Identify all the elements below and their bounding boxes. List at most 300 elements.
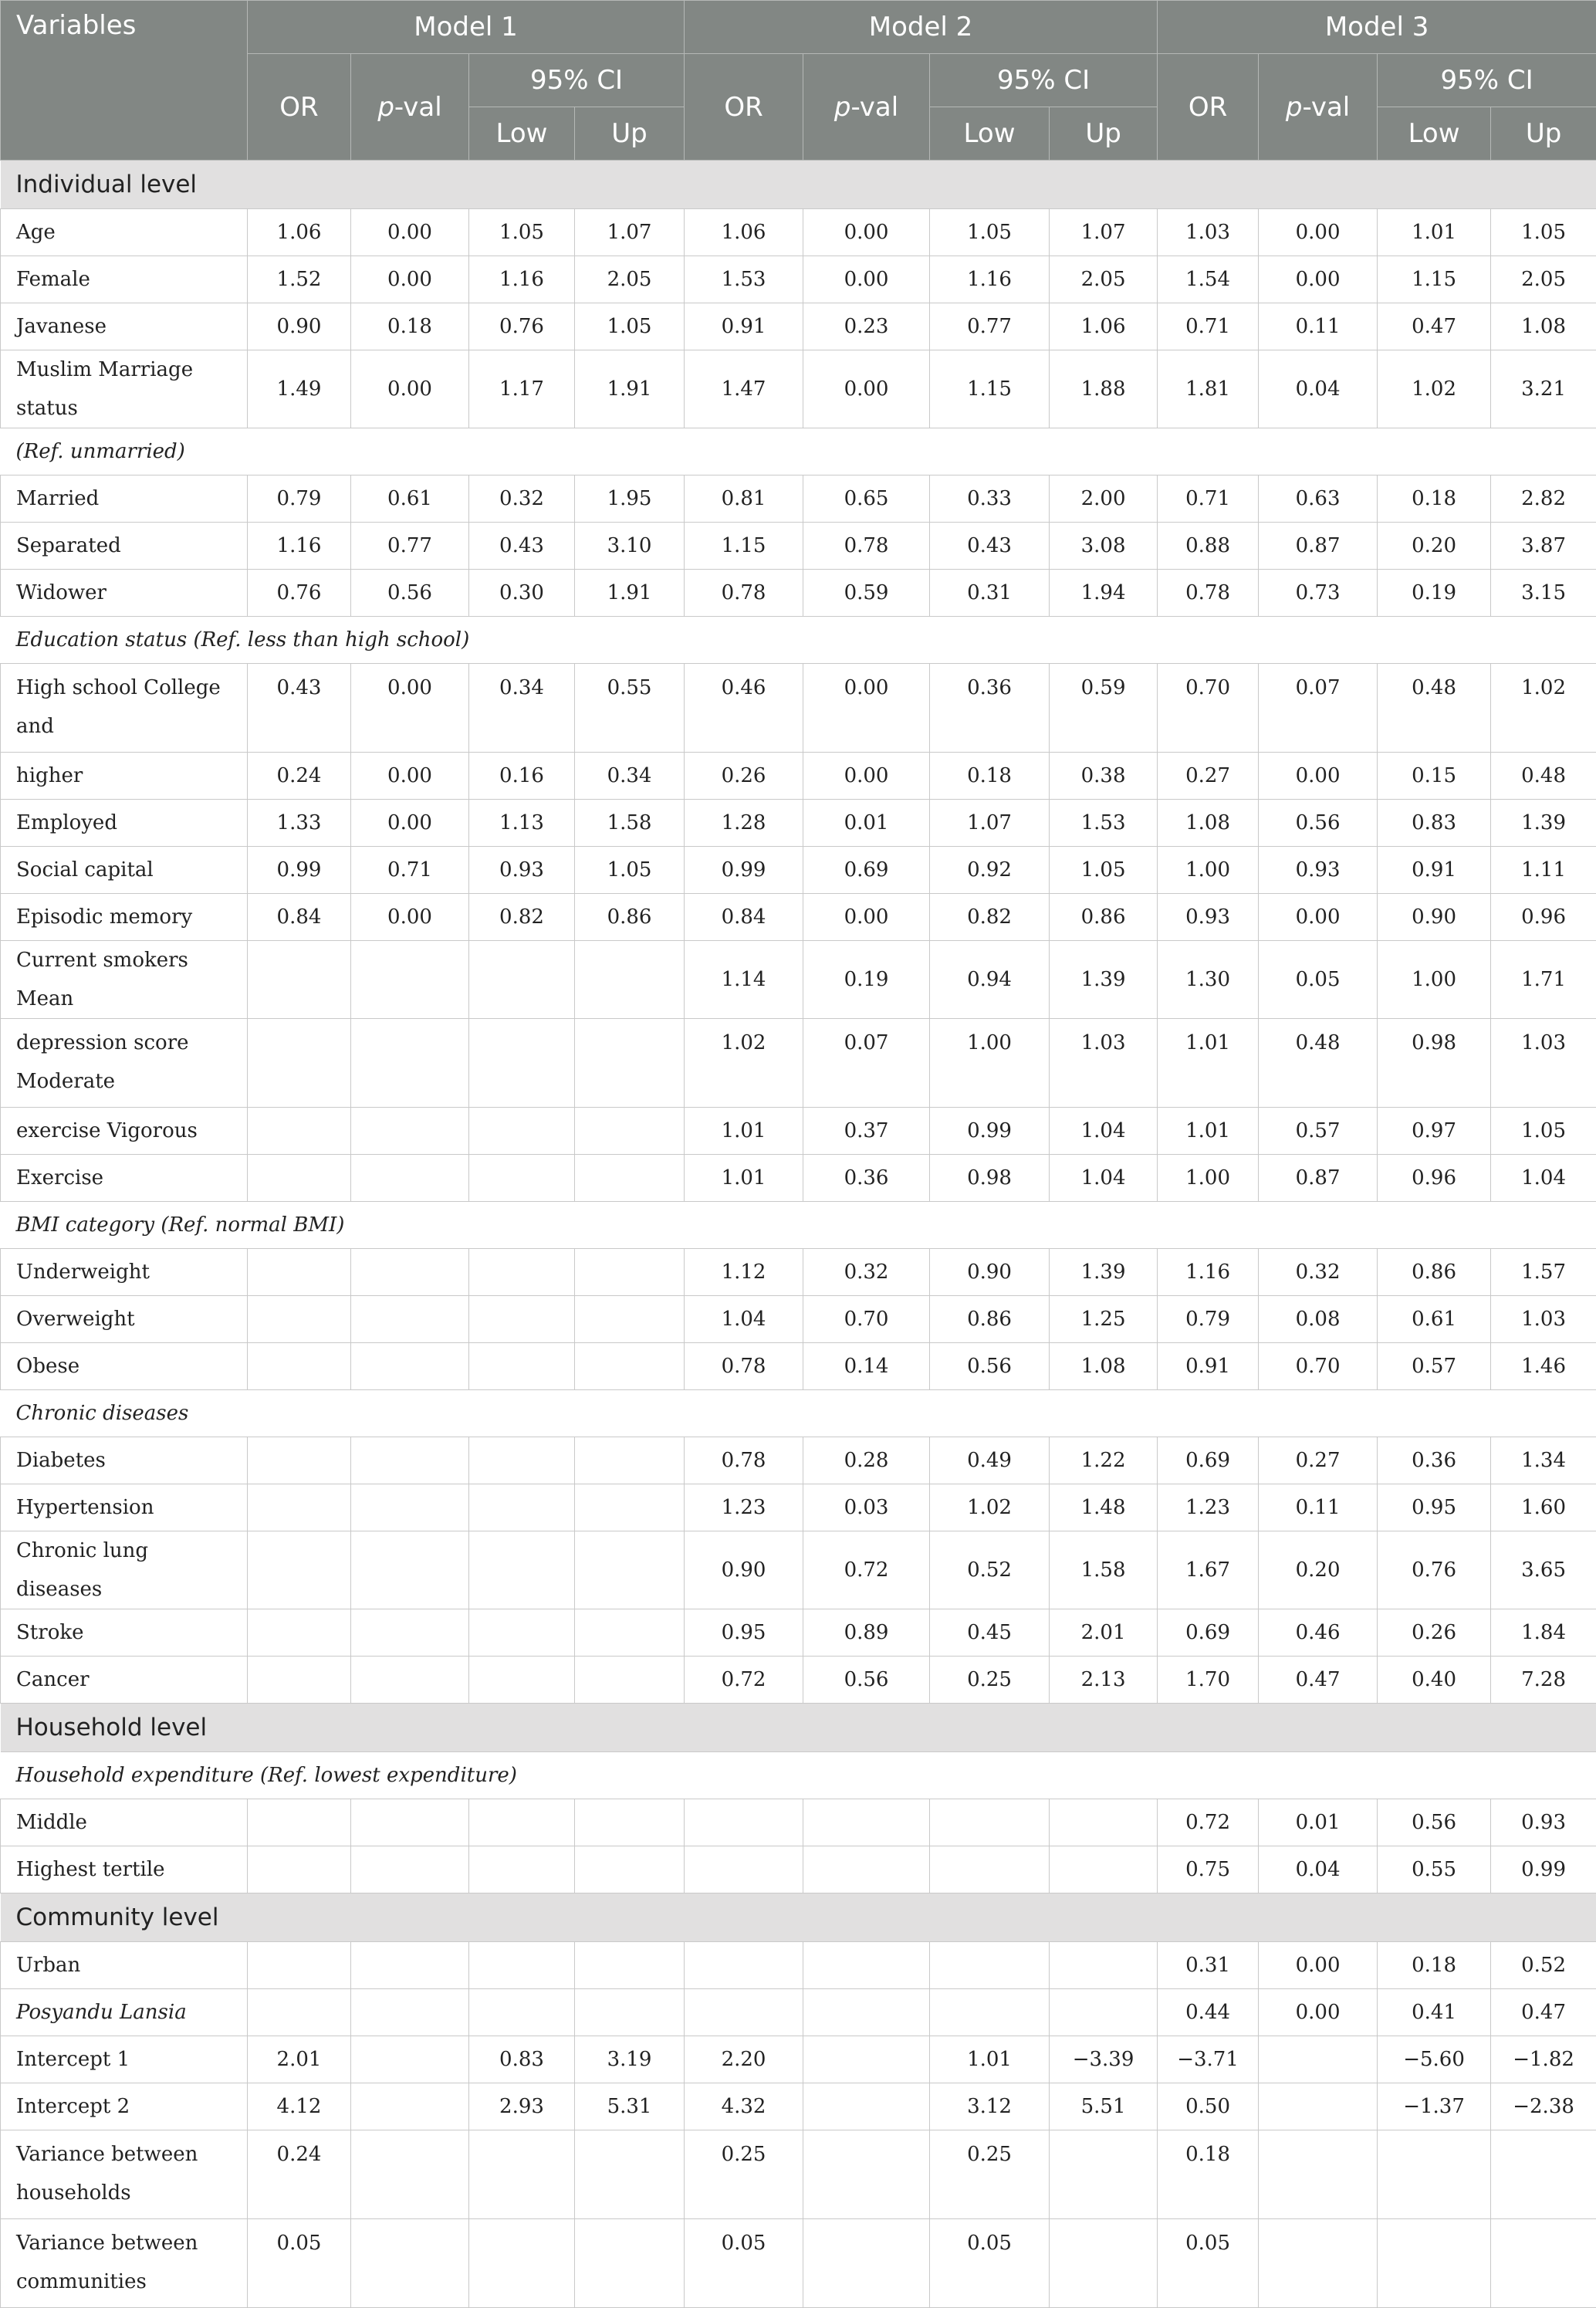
table-cell: 0.90 xyxy=(685,1531,803,1609)
table-cell: 0.69 xyxy=(1158,1437,1259,1484)
table-cell: 0.05 xyxy=(1158,2219,1259,2308)
table-cell: 0.48 xyxy=(1378,664,1491,753)
table-cell xyxy=(351,2130,469,2219)
table-cell: 2.05 xyxy=(575,256,685,303)
table-cell: 0.48 xyxy=(1491,753,1596,800)
table-cell: 1.22 xyxy=(1050,1437,1158,1484)
table-cell xyxy=(575,1108,685,1155)
table-cell: 2.82 xyxy=(1491,475,1596,523)
table-cell: 1.58 xyxy=(1050,1531,1158,1609)
row-label: Stroke xyxy=(1,1609,248,1657)
table-cell: 0.47 xyxy=(1491,1989,1596,2036)
table-cell: 0.00 xyxy=(1259,894,1378,941)
table-cell: 1.01 xyxy=(685,1155,803,1202)
table-cell: 0.91 xyxy=(1158,1343,1259,1390)
table-cell: 2.05 xyxy=(1050,256,1158,303)
table-cell xyxy=(1259,2219,1378,2308)
table-cell: 0.25 xyxy=(685,2130,803,2219)
table-row xyxy=(1,1019,1596,1108)
table-cell xyxy=(575,2219,685,2308)
table-cell: 1.04 xyxy=(685,1296,803,1343)
table-row xyxy=(1,209,1596,256)
table-cell: 1.15 xyxy=(930,350,1050,428)
row-label: Intercept 2 xyxy=(1,2083,248,2130)
table-cell: 0.71 xyxy=(1158,303,1259,350)
table-cell xyxy=(248,1799,351,1846)
table-cell: 0.00 xyxy=(1259,209,1378,256)
table-cell: 1.05 xyxy=(930,209,1050,256)
table-cell: 3.19 xyxy=(575,2036,685,2083)
table-cell: 0.19 xyxy=(1378,570,1491,617)
table-cell: 0.78 xyxy=(1158,570,1259,617)
table-cell: 1.08 xyxy=(1050,1343,1158,1390)
table-cell: 0.91 xyxy=(1378,847,1491,894)
table-cell: 0.72 xyxy=(803,1531,930,1609)
table-cell xyxy=(1050,1799,1158,1846)
model-1-header: Model 1 xyxy=(248,1,685,54)
table-cell: 1.13 xyxy=(469,800,575,847)
table-cell: 2.01 xyxy=(1050,1609,1158,1657)
table-cell: 0.34 xyxy=(575,753,685,800)
table-cell xyxy=(575,1249,685,1296)
table-cell: −3.39 xyxy=(1050,2036,1158,2083)
table-cell: 1.02 xyxy=(1378,350,1491,428)
table-cell: 0.18 xyxy=(1158,2130,1259,2219)
table-cell: 0.78 xyxy=(803,523,930,570)
table-row xyxy=(1,1989,1596,2036)
table-cell: 0.93 xyxy=(469,847,575,894)
table-cell: −5.60 xyxy=(1378,2036,1491,2083)
table-cell: 2.93 xyxy=(469,2083,575,2130)
ci-header: 95% CI xyxy=(1378,54,1596,107)
model-3-header: Model 3 xyxy=(1158,1,1596,54)
table-cell: 0.72 xyxy=(685,1657,803,1704)
table-cell: −3.71 xyxy=(1158,2036,1259,2083)
row-label: Overweight xyxy=(1,1296,248,1343)
table-cell: 5.31 xyxy=(575,2083,685,2130)
table-cell: 0.56 xyxy=(351,570,469,617)
table-cell: 0.18 xyxy=(1378,1942,1491,1989)
table-cell xyxy=(1050,2219,1158,2308)
table-cell xyxy=(575,1942,685,1989)
table-cell xyxy=(469,1437,575,1484)
table-cell xyxy=(1259,2130,1378,2219)
table-cell: 0.01 xyxy=(803,800,930,847)
row-label: Social capital xyxy=(1,847,248,894)
table-cell: 0.57 xyxy=(1259,1108,1378,1155)
table-cell: 0.86 xyxy=(930,1296,1050,1343)
table-cell: 0.05 xyxy=(1259,941,1378,1019)
table-cell xyxy=(803,2130,930,2219)
table-cell: 0.46 xyxy=(685,664,803,753)
table-cell: 0.18 xyxy=(1378,475,1491,523)
table-cell: 0.79 xyxy=(248,475,351,523)
table-cell: 0.76 xyxy=(1378,1531,1491,1609)
table-cell: 0.00 xyxy=(803,209,930,256)
table-cell: 1.53 xyxy=(685,256,803,303)
table-cell: 1.17 xyxy=(469,350,575,428)
table-cell: 1.54 xyxy=(1158,256,1259,303)
table-cell: 7.28 xyxy=(1491,1657,1596,1704)
table-cell: 0.55 xyxy=(575,664,685,753)
table-cell: 0.20 xyxy=(1259,1531,1378,1609)
or-header: OR xyxy=(685,54,803,161)
table-cell: 0.70 xyxy=(803,1296,930,1343)
row-label: Exercise xyxy=(1,1155,248,1202)
table-cell xyxy=(575,1296,685,1343)
table-cell xyxy=(248,1437,351,1484)
table-cell: 1.39 xyxy=(1050,1249,1158,1296)
variables-header: Variables xyxy=(1,1,248,161)
table-cell xyxy=(469,1799,575,1846)
table-cell: 0.01 xyxy=(1259,1799,1378,1846)
table-cell: 1.39 xyxy=(1050,941,1158,1019)
table-cell: 0.70 xyxy=(1158,664,1259,753)
table-cell: 0.96 xyxy=(1378,1155,1491,1202)
table-cell: 3.21 xyxy=(1491,350,1596,428)
ci-up-header: Up xyxy=(575,107,685,161)
table-cell: 0.36 xyxy=(803,1155,930,1202)
table-cell xyxy=(248,1343,351,1390)
table-cell: 0.56 xyxy=(930,1343,1050,1390)
table-cell xyxy=(575,1343,685,1390)
row-label: Separated xyxy=(1,523,248,570)
table-cell xyxy=(1259,2036,1378,2083)
table-cell: −2.38 xyxy=(1491,2083,1596,2130)
table-cell: 0.49 xyxy=(930,1437,1050,1484)
table-cell: 0.00 xyxy=(803,350,930,428)
table-row xyxy=(1,1343,1596,1390)
table-cell: 1.02 xyxy=(930,1484,1050,1531)
table-cell: 0.56 xyxy=(803,1657,930,1704)
table-cell: 0.96 xyxy=(1491,894,1596,941)
table-cell: 1.16 xyxy=(930,256,1050,303)
table-cell xyxy=(575,1989,685,2036)
row-label: Widower xyxy=(1,570,248,617)
table-cell: 0.04 xyxy=(1259,350,1378,428)
table-cell xyxy=(469,1484,575,1531)
table-row xyxy=(1,664,1596,753)
table-cell xyxy=(248,1942,351,1989)
table-cell: 0.77 xyxy=(351,523,469,570)
subheading-label: Education status (Ref. less than high school) xyxy=(1,617,1596,664)
ci-low-header: Low xyxy=(930,107,1050,161)
table-cell: 0.00 xyxy=(803,256,930,303)
table-cell: 2.01 xyxy=(248,2036,351,2083)
table-cell: 1.49 xyxy=(248,350,351,428)
table-cell: 1.60 xyxy=(1491,1484,1596,1531)
table-cell xyxy=(575,1846,685,1893)
table-cell xyxy=(1491,2130,1596,2219)
table-cell: 0.15 xyxy=(1378,753,1491,800)
table-cell: 0.71 xyxy=(1158,475,1259,523)
table-cell: 0.05 xyxy=(685,2219,803,2308)
subheading-row xyxy=(1,428,1596,475)
table-cell: 1.03 xyxy=(1050,1019,1158,1108)
table-cell: 3.08 xyxy=(1050,523,1158,570)
table-cell: 0.86 xyxy=(575,894,685,941)
row-label: Urban xyxy=(1,1942,248,1989)
table-cell: 0.69 xyxy=(803,847,930,894)
table-cell: 1.47 xyxy=(685,350,803,428)
table-cell: 1.94 xyxy=(1050,570,1158,617)
table-cell: 0.28 xyxy=(803,1437,930,1484)
table-cell: 0.76 xyxy=(248,570,351,617)
table-cell: 0.07 xyxy=(803,1019,930,1108)
table-cell: 2.05 xyxy=(1491,256,1596,303)
table-cell: 0.43 xyxy=(469,523,575,570)
table-row xyxy=(1,2219,1596,2308)
table-cell: 1.03 xyxy=(1491,1296,1596,1343)
table-cell: 1.05 xyxy=(575,847,685,894)
table-cell: 0.73 xyxy=(1259,570,1378,617)
table-cell xyxy=(248,1296,351,1343)
table-cell: 0.11 xyxy=(1259,303,1378,350)
table-cell: 0.77 xyxy=(930,303,1050,350)
table-cell: 0.98 xyxy=(1378,1019,1491,1108)
table-row xyxy=(1,350,1596,428)
table-cell: 0.99 xyxy=(930,1108,1050,1155)
table-cell: 0.87 xyxy=(1259,1155,1378,1202)
table-cell: 1.16 xyxy=(469,256,575,303)
table-cell: 2.00 xyxy=(1050,475,1158,523)
table-cell: 0.86 xyxy=(1378,1249,1491,1296)
table-cell: 0.44 xyxy=(1158,1989,1259,2036)
table-cell: 0.57 xyxy=(1378,1343,1491,1390)
table-cell: 0.59 xyxy=(803,570,930,617)
table-cell xyxy=(575,941,685,1019)
table-cell: 1.05 xyxy=(1491,1108,1596,1155)
table-cell: 0.55 xyxy=(1378,1846,1491,1893)
table-cell xyxy=(469,1155,575,1202)
table-cell: 0.52 xyxy=(930,1531,1050,1609)
table-cell xyxy=(248,1249,351,1296)
table-cell: 0.47 xyxy=(1378,303,1491,350)
table-cell: 1.91 xyxy=(575,350,685,428)
table-cell xyxy=(803,1989,930,2036)
table-cell xyxy=(1050,1846,1158,1893)
table-cell: 0.72 xyxy=(1158,1799,1259,1846)
table-cell: 0.69 xyxy=(1158,1609,1259,1657)
ci-header: 95% CI xyxy=(930,54,1158,107)
table-row xyxy=(1,1249,1596,1296)
table-cell: 0.45 xyxy=(930,1609,1050,1657)
table-cell: 0.00 xyxy=(351,256,469,303)
table-cell xyxy=(575,1657,685,1704)
table-cell: 0.00 xyxy=(351,209,469,256)
row-label: Cancer xyxy=(1,1657,248,1704)
table-row xyxy=(1,1846,1596,1893)
table-cell xyxy=(575,1609,685,1657)
table-cell: 0.00 xyxy=(351,800,469,847)
table-cell: 0.38 xyxy=(1050,753,1158,800)
table-cell: 0.14 xyxy=(803,1343,930,1390)
pval-header: p-val xyxy=(351,54,469,161)
table-cell: 0.81 xyxy=(685,475,803,523)
table-cell: 1.48 xyxy=(1050,1484,1158,1531)
row-label: Married xyxy=(1,475,248,523)
table-cell: 0.00 xyxy=(1259,1989,1378,2036)
table-cell xyxy=(469,1657,575,1704)
table-cell: 0.76 xyxy=(469,303,575,350)
table-cell: 3.12 xyxy=(930,2083,1050,2130)
table-cell: 0.92 xyxy=(930,847,1050,894)
table-cell: 1.00 xyxy=(1158,847,1259,894)
table-cell xyxy=(248,941,351,1019)
table-cell: 1.23 xyxy=(1158,1484,1259,1531)
table-cell: 0.00 xyxy=(803,664,930,753)
table-cell xyxy=(351,1019,469,1108)
table-cell xyxy=(575,1437,685,1484)
table-cell xyxy=(930,1846,1050,1893)
table-cell: 1.07 xyxy=(930,800,1050,847)
table-cell: 1.01 xyxy=(1158,1019,1259,1108)
row-label: depression score Moderate xyxy=(1,1019,248,1108)
table-cell xyxy=(351,1846,469,1893)
table-cell: 1.95 xyxy=(575,475,685,523)
table-cell: 1.34 xyxy=(1491,1437,1596,1484)
table-cell: 0.00 xyxy=(351,664,469,753)
table-cell: 0.00 xyxy=(803,753,930,800)
table-cell xyxy=(351,1484,469,1531)
table-cell xyxy=(575,1155,685,1202)
row-label: exercise Vigorous xyxy=(1,1108,248,1155)
table-cell: 1.04 xyxy=(1050,1155,1158,1202)
table-cell: 0.93 xyxy=(1491,1799,1596,1846)
table-cell: 0.87 xyxy=(1259,523,1378,570)
ci-low-header: Low xyxy=(469,107,575,161)
table-cell: 1.46 xyxy=(1491,1343,1596,1390)
row-label: Employed xyxy=(1,800,248,847)
table-row xyxy=(1,1296,1596,1343)
table-cell xyxy=(1491,2219,1596,2308)
table-cell: 1.15 xyxy=(685,523,803,570)
table-cell: 0.00 xyxy=(803,894,930,941)
table-cell xyxy=(469,1343,575,1390)
table-cell: 1.57 xyxy=(1491,1249,1596,1296)
table-cell xyxy=(351,1249,469,1296)
table-cell: 1.88 xyxy=(1050,350,1158,428)
table-cell xyxy=(351,941,469,1019)
table-cell: 0.00 xyxy=(351,350,469,428)
table-cell xyxy=(469,1019,575,1108)
table-cell xyxy=(351,1437,469,1484)
table-cell xyxy=(930,1942,1050,1989)
table-cell xyxy=(351,1989,469,2036)
table-cell: 0.03 xyxy=(803,1484,930,1531)
table-cell: 0.93 xyxy=(1158,894,1259,941)
table-cell: 0.79 xyxy=(1158,1296,1259,1343)
pval-header: p-val xyxy=(1259,54,1378,161)
table-cell: 1.16 xyxy=(248,523,351,570)
row-label: higher xyxy=(1,753,248,800)
table-cell: 0.25 xyxy=(930,1657,1050,1704)
table-cell: 1.15 xyxy=(1378,256,1491,303)
row-label: Chronic lung diseases xyxy=(1,1531,248,1609)
table-cell: 1.39 xyxy=(1491,800,1596,847)
table-cell xyxy=(469,1531,575,1609)
table-cell xyxy=(248,1609,351,1657)
table-cell: 0.78 xyxy=(685,1343,803,1390)
table-row xyxy=(1,941,1596,1019)
pval-header: p-val xyxy=(803,54,930,161)
table-cell: 1.16 xyxy=(1158,1249,1259,1296)
table-cell: 0.82 xyxy=(469,894,575,941)
subheading-label: Household expenditure (Ref. lowest expenditure) xyxy=(1,1752,1596,1799)
table-cell: 0.08 xyxy=(1259,1296,1378,1343)
table-cell: 1.58 xyxy=(575,800,685,847)
table-cell: 0.11 xyxy=(1259,1484,1378,1531)
table-cell: 0.84 xyxy=(248,894,351,941)
row-label: Middle xyxy=(1,1799,248,1846)
table-cell xyxy=(1378,2130,1491,2219)
table-cell: 0.88 xyxy=(1158,523,1259,570)
row-label: Obese xyxy=(1,1343,248,1390)
row-label: Muslim Marriage status xyxy=(1,350,248,428)
table-row xyxy=(1,2130,1596,2219)
section-label: Individual level xyxy=(1,161,1596,209)
row-label: Posyandu Lansia xyxy=(1,1989,248,2036)
table-cell xyxy=(930,1989,1050,2036)
table-cell: 0.84 xyxy=(685,894,803,941)
or-header: OR xyxy=(1158,54,1259,161)
subheading-row xyxy=(1,1202,1596,1249)
table-cell: 0.00 xyxy=(1259,256,1378,303)
table-cell xyxy=(248,1657,351,1704)
table-cell xyxy=(575,2130,685,2219)
table-cell xyxy=(685,1942,803,1989)
table-cell xyxy=(469,941,575,1019)
table-cell: 0.99 xyxy=(248,847,351,894)
table-cell: 1.01 xyxy=(1378,209,1491,256)
row-label: Female xyxy=(1,256,248,303)
table-cell: 0.40 xyxy=(1378,1657,1491,1704)
table-cell: 1.02 xyxy=(1491,664,1596,753)
table-cell: 1.03 xyxy=(1158,209,1259,256)
table-cell: 1.84 xyxy=(1491,1609,1596,1657)
subheading-row xyxy=(1,1752,1596,1799)
table-cell: 2.20 xyxy=(685,2036,803,2083)
table-cell: 0.00 xyxy=(351,894,469,941)
table-cell xyxy=(1378,2219,1491,2308)
row-label: Current smokers Mean xyxy=(1,941,248,1019)
section-row xyxy=(1,1893,1596,1942)
table-cell: 0.34 xyxy=(469,664,575,753)
table-cell xyxy=(248,1019,351,1108)
table-cell xyxy=(575,1799,685,1846)
table-cell: 1.01 xyxy=(685,1108,803,1155)
table-cell xyxy=(803,1846,930,1893)
table-cell xyxy=(803,2219,930,2308)
table-cell: 1.05 xyxy=(1050,847,1158,894)
table-cell xyxy=(469,2219,575,2308)
table-body xyxy=(1,161,1596,2308)
table-cell: 1.14 xyxy=(685,941,803,1019)
table-cell: 1.07 xyxy=(1050,209,1158,256)
table-cell: 1.12 xyxy=(685,1249,803,1296)
table-cell: 0.27 xyxy=(1158,753,1259,800)
table-cell: 0.24 xyxy=(248,753,351,800)
table-cell: 0.61 xyxy=(351,475,469,523)
table-cell: 0.27 xyxy=(1259,1437,1378,1484)
table-cell xyxy=(469,1989,575,2036)
table-cell xyxy=(351,2083,469,2130)
section-row xyxy=(1,1704,1596,1752)
table-cell: 0.90 xyxy=(1378,894,1491,941)
table-cell: 0.82 xyxy=(930,894,1050,941)
table-cell: 0.00 xyxy=(351,753,469,800)
table-cell: 0.98 xyxy=(930,1155,1050,1202)
